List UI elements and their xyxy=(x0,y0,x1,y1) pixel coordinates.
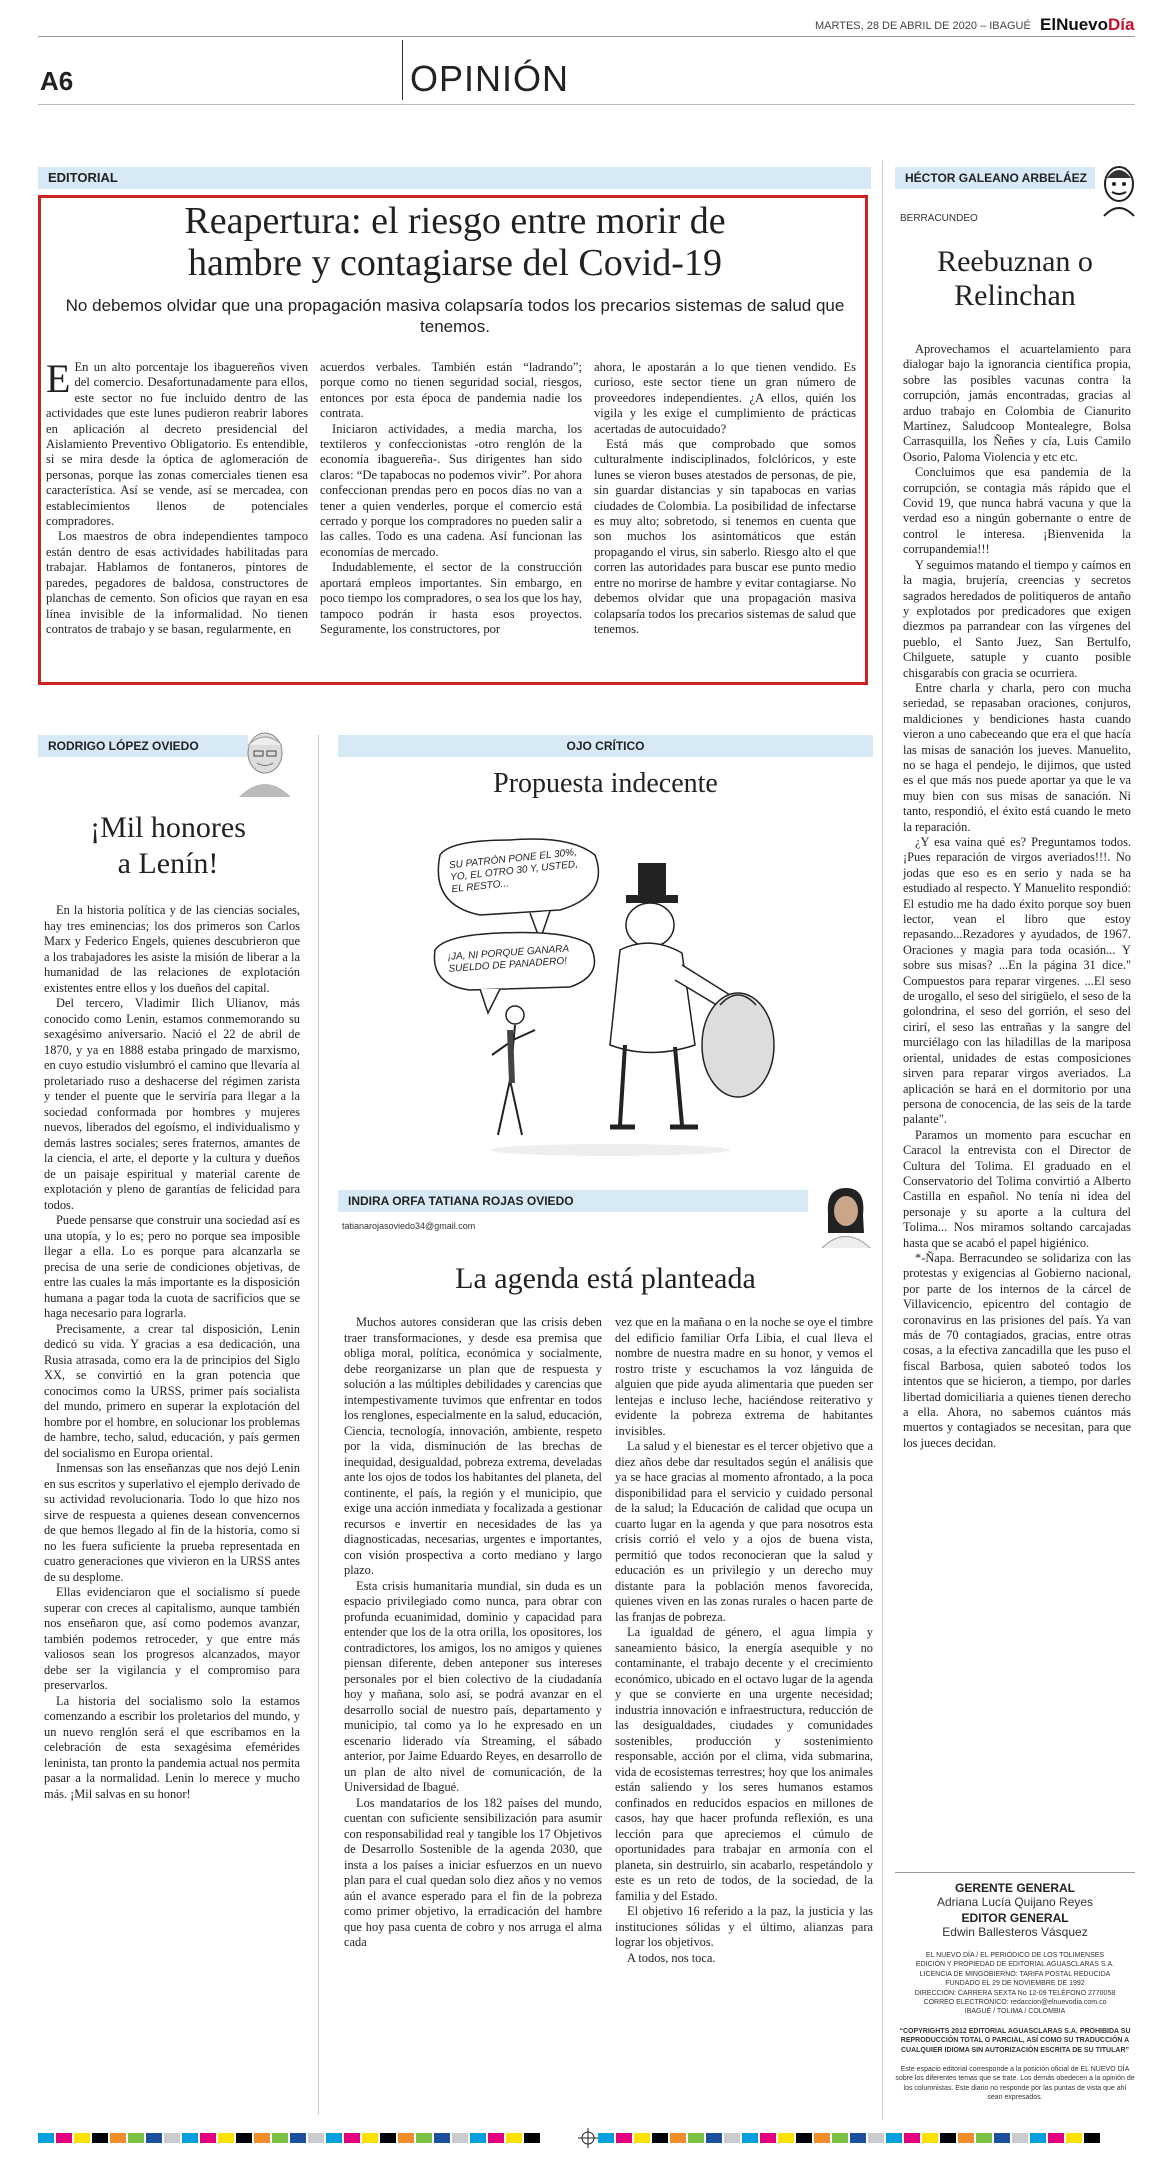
galeano-title-line2: Relinchan xyxy=(954,279,1076,312)
color-bar-segment xyxy=(598,2133,614,2143)
brand-el: El xyxy=(1040,15,1057,34)
header-rule xyxy=(38,36,1135,37)
color-bar-segment xyxy=(74,2133,90,2143)
rojas-portrait xyxy=(818,1183,873,1248)
rojas-col1-p1: Muchos autores consideran que las crisis deben traer transformaciones, y desde esa premisa que obliga moral, política, económica y socialmente, debe reorganizarse un plan que de respuesta y solución a las múltiples debilidades y carencias que intempestivamente tuvimos que enfrentar en todos los renglones, especialmente en la salud, educación, Ciencia, tecnología, innovación, ambiente, respeto por la vida, disminución de las brechas de inequidad, desigualdad, pobreza extrema, develadas ante los ojos de todos los habitantes del planeta, del continente, el país, la región y el municipio, que exige una acción inmediata y focalizada a gestionar recursos e invertir en necesidades de las ya diagnosticadas, necesarias, urgentes e importantes, con visión prospectiva a corto mediano y largo plazo. xyxy=(344,1315,602,1577)
color-bar-segment xyxy=(110,2133,126,2143)
color-bar-segment xyxy=(290,2133,306,2143)
color-bar-segment xyxy=(634,2133,650,2143)
masthead-disclaimer: Este espacio editorial corresponde a la posición oficial de EL NUEVO DÍA sobre los diferentes temas que se trate. Los demás obedecen a la opinión de los columnistas. Este diario no responde por las puntas de vista que ahí sean expresados. xyxy=(895,2066,1135,2102)
rojas-col2-p1: vez que en la mañana o en la noche se oye el timbre del edificio familiar Orfa Libia, el cual lleva el nombre de nuestra madre en su honor, y vemos el rostro triste y escuchamos la voz lánguida de alguien que pide ayuda alimentaria que pueden ser lentejas e incluso leche, haciéndose reiterativo y evidente la pobreza extrema de habitantes invisibles. xyxy=(615,1315,873,1438)
editorial-col1-p1: E En un alto porcentaje los ibaguereños viven del comercio. Desafortunadamente para ellos, este sector no fue incluido dentro de las actividades que este lunes pudieron reabrir labores en aplicación al decreto presidencial del Aislamiento Preventivo Obligatorio. Es entendible, si se mira desde la óptica de aglomeración de personas, porque las zonas comerciales tienen esa característica. Así se vende, así se mercadea, con establecimientos llenos de potenciales compradores. xyxy=(46,356,308,529)
left-column-separator xyxy=(318,735,319,2115)
ojo-title: Propuesta indecente xyxy=(493,768,718,799)
info-line: CORREO ELECTRÓNICO: redaccion@elnuevodia.com.co xyxy=(923,1999,1107,2007)
editorial-headline-line2: hambre y contagiarse del Covid-19 xyxy=(188,242,722,284)
lopez-p3: Puede pensarse que construir una sociedad así es una utopía, y lo es; pero no porque sea imposible llegar a ella. Lo es porque para alcanzarla se precisa de una serie de condiciones objetivas, de entre las cuales la más importante es la disposición humana a pagar toda la cuota de sacrificios que se haga necesario para lograrla. xyxy=(44,1213,300,1320)
lopez-p1: En la historia política y de las ciencias sociales, hay tres eminencias; los dos primeros son Carlos Marx y Federico Engels, quienes descubrieron que a los trabajadores les asiste la misión de liberar a la humanidad de las relaciones de explotación existentes entre ellos y los dueños del capital. xyxy=(44,903,300,995)
color-bar-segment xyxy=(670,2133,686,2143)
lopez-title xyxy=(38,810,298,882)
editorial-label: EDITORIAL xyxy=(38,167,871,189)
color-bar-segment xyxy=(470,2133,486,2143)
color-bar-segment xyxy=(146,2133,162,2143)
cartoon xyxy=(420,835,800,1165)
info-line: EDICIÓN Y PROPIEDAD DE EDITORIAL AGUASCLARAS S.A. xyxy=(915,1961,1115,1969)
color-bar-segment xyxy=(524,2133,540,2143)
lopez-portrait xyxy=(235,725,295,797)
color-bar-segment xyxy=(182,2133,198,2143)
color-bar-segment xyxy=(832,2133,848,2143)
galeano-title-line1: Reebuznan o xyxy=(937,245,1093,278)
color-bar-segment xyxy=(1030,2133,1046,2143)
color-bar-segment xyxy=(868,2133,884,2143)
color-bar-segment xyxy=(940,2133,956,2143)
color-bar-segment xyxy=(1066,2133,1082,2143)
editorial-headline-line1: Reapertura: el riesgo entre morir de xyxy=(184,200,726,242)
section-divider xyxy=(402,40,403,100)
color-bar-segment xyxy=(200,2133,216,2143)
color-bar-segment xyxy=(128,2133,144,2143)
color-bar-segment xyxy=(326,2133,342,2143)
lopez-p2: Del tercero, Vladimir Ilich Ulianov, más conocido como Lenin, estamos conmemorando su sexagésimo aniversario. Nació el 22 de abril de 1870, y ya en 1888 estaba pringado de marxismo, en cuyo estudio vislumbró el camino que llevaría al proletariado ruso a deshacerse del régimen zarista y tender el puente que le serviría para llegar a la sociedad conformada por hombres y mujeres nuevos, liberados del egoísmo, el individualismo y demás lastres sociales; seres fraternos, amantes de la ciencia, el arte, el deporte y la cultura y dueños de un paisaje espiritual y material carente de explotación y pleno de garantías de felicidad para todos. xyxy=(44,996,300,1212)
color-bar-segment xyxy=(452,2133,468,2143)
galeano-p6: Paramos un momento para escuchar en Caracol la entrevista con el Director de Cultura del Tolima. El graduado en el Conservatorio del Tolima convirtió a Alberto Castilla en español. No tenía ni idea del personaje y su aporte a la cultura del Tolima... Nos miramos soltando carcajadas hasta que se acabó el papel higiénico. xyxy=(903,1127,1131,1250)
color-bar-segment xyxy=(814,2133,830,2143)
galeano-p4: Entre charla y charla, pero con mucha seriedad, se repasaban oraciones, conjuros, maldiciones y bendiciones hasta cuando vieron a uno cabeceando que era el que hacía las misas de sanación los jueves. Manuelito, no se haga el pendejo, le dijimos, que usted es el que más nos puede aportar ya que le va muy bien con sus misas de sanación. Ni tanto, respondió, el éxito está cuando le meto la reparación. xyxy=(903,680,1131,834)
color-bar-segment xyxy=(92,2133,108,2143)
color-bar-segment xyxy=(488,2133,504,2143)
editorial-col2-p1: acuerdos verbales. También están “ladrando”; porque como no tienen seguridad social, riesgos, entonces por esta época de pandemia nadie los contrata. xyxy=(320,360,582,421)
color-bar-segment xyxy=(688,2133,704,2143)
info-line: FUNDADO EL 29 DE NOVIEMBRE DE 1992 xyxy=(945,1980,1085,1988)
rojas-col1 xyxy=(344,1315,602,1951)
lopez-p6: Ellas evidenciaron que el socialismo sí puede superar con creces al capitalismo, aunque también nos enseñaron que, así como podemos avanzar, también podemos retroceder, y que entre más valiosos sean los progresos alcanzados, mayor debe ser la vigilancia y el compromiso para preservarlos. xyxy=(44,1585,300,1692)
brand-dia: Día xyxy=(1108,15,1135,34)
color-bar-segment xyxy=(38,2133,54,2143)
editorial-col1-p2: Los maestros de obra independientes tampoco están dentro de esas actividades habilitadas para trabajar. Hablamos de fontaneros, pintores de paredes, pegadores de baldosa, constructores de planchas de cemento. Son oficios que rayan en esa línea invisible de la informalidad. No tienen contratos de trabajo y se basan, regularmente, en xyxy=(46,529,308,636)
editorial-col2-p3: Indudablemente, el sector de la construcción aportará empleos importantes. Sin embargo, en poco tiempo los compradores, o sea los que los hay, tampoco podrán ir hasta esos proyectos. Seguramente, los constructores, por xyxy=(320,560,582,636)
color-bar-segment xyxy=(236,2133,252,2143)
color-bar-segment xyxy=(362,2133,378,2143)
registration-mark-icon xyxy=(578,2128,598,2148)
editorial-headline xyxy=(60,200,850,284)
editorial-col3-p1: ahora, le apostarán a lo que tienen vendido. Es curioso, este sector tiene un gran número de proveedores independientes. ¿A ellos, quién los vigila y les exige el cumplimiento de prácticas acertadas de autocuidado? xyxy=(594,360,856,436)
info-line: DIRECCIÓN: CARRERA SEXTA No 12-09 TELÉFONO 2770058 xyxy=(914,1989,1116,1997)
editorial-col2-p2: Iniciaron actividades, a media marcha, los textileros y confeccionistas -otro renglón de la economía ibaguereña-. Sus dirigentes han sido claros: “De tapabocas no podemos vivir”. Por ahora confeccionan prendas pero en pocos días no van a tener a quien venderles, porque el comercio está cerrado y porque los compradores no pueden salir a las calles. Todo es una cadena. Así funcionan las economías de mercado. xyxy=(320,421,582,559)
rojas-col2 xyxy=(615,1315,873,1966)
masthead-copyright: “COPYRIGHTS 2012 EDITORIAL AGUASCLARAS S.A. PROHIBIDA SU REPRODUCCIÓN TOTAL O PARCIAL, ASÍ COMO SU TRADUCCIÓN A CUALQUIER IDIOMA SIN AUTORIZACIÓN ESCRITA DE SU TITULAR” xyxy=(899,2027,1131,2054)
color-bar-segment xyxy=(994,2133,1010,2143)
color-bar-segment xyxy=(1084,2133,1100,2143)
info-line: EL NUEVO DÍA / EL PERIÓDICO DE LOS TOLIMENSES xyxy=(925,1952,1105,1959)
editorial-col3-p2: Está más que comprobado que somos culturalmente indisciplinados, folclóricos, y este lunes se vieron buses atestados de personas, de pie, sin guardar distancias y sin tapabocas en varias ciudades de Colombia. La posibilidad de infectarse es muy alto; sobretodo, si tenemos en cuenta que son muchos los asintomáticos que están propagando el virus, sin saberlo. Riesgo alto el que corren las autoridades para buscar ese punto medio entre no morirse de hambre y evitar contagiarse. No debemos olvidar que una propagación masiva colapsaría todos los precarios sistemas de salud que tenemos. xyxy=(594,437,856,636)
galeano-column-name: BERRACUNDEO xyxy=(900,213,978,224)
rojas-email: tatianarojasoviedo34@gmail.com xyxy=(342,1221,476,1231)
section-title: OPINIÓN xyxy=(410,58,570,99)
galeano-author-label: HÉCTOR GALEANO ARBELÁEZ xyxy=(895,167,1095,189)
masthead-rule xyxy=(895,1872,1135,1873)
color-bar-segment xyxy=(434,2133,450,2143)
masthead-info xyxy=(895,1951,1135,2017)
galeano-p3: Y seguimos matando el tiempo y caímos en la magia, brujería, creencias y secretos sagrados heredados de politiqueros de antaño y explotados por predicadores que exigen diezmos pa parrandear con las vírgenes del pueblo, el Santo Juez, San Bertulfo, Chilguete, satuple y cuanto posible chisgarabís con gracia se ocurriera. xyxy=(903,557,1131,680)
info-line: IBAGUÉ / TOLIMA / COLOMBIA xyxy=(964,2008,1066,2016)
lopez-p5: Inmensas son las enseñanzas que nos dejó Lenin en sus escritos y superlativo el ejemplo derivado de su actividad revolucionaria. Todo lo que hizo nos sirve de respuesta a quienes desean convencernos de que hemos llegado al fin de la historia, como si no les fuera suficiente la prueba representada en cuatro generaciones que vivieron en la URSS antes de su desplome. xyxy=(44,1461,300,1584)
color-bar-segment xyxy=(1048,2133,1064,2143)
lopez-author-label: RODRIGO LÓPEZ OVIEDO xyxy=(38,735,248,757)
color-bar-segment xyxy=(616,2133,632,2143)
lopez-p7: La historia del socialismo solo la estamos comenzando a escribir los proletarios del mundo, y un nuevo renglón será el que escribamos en la celebración de esta sexagésima efemérides leninista, tan pronto la pandemia actual nos permita pasar a la normalidad. Lenin lo merece y mucho más. ¡Mil salvas en su honor! xyxy=(44,1693,300,1801)
header-rule-bottom xyxy=(38,104,1135,105)
brand-logo xyxy=(1040,15,1135,35)
galeano-p2: Concluimos que esa pandemia de la corrupción, se contagia más rápido que el Covid 19, que nunca habrá vacuna y que la verdad eso a ningún gobernante o entre de control le interesa. ¡Bienvenida la corrupandemia!!! xyxy=(903,465,1131,557)
rojas-col2-p4: El objetivo 16 referido a la paz, la justicia y las instituciones sólidas y el último, alianzas para lograr los objetivos. xyxy=(615,1904,873,1949)
color-bar-segment xyxy=(778,2133,794,2143)
color-bar-segment xyxy=(272,2133,288,2143)
color-bar-segment xyxy=(958,2133,974,2143)
editorial-col1-p1-text: En un alto porcentaje los ibaguereños viven del comercio. Desafortunadamente para ellos, este sector no fue incluido dentro de las actividades que este lunes pudieron reabrir labores en aplicación al decreto presidencial del Aislamiento Preventivo Obligatorio. Es entendible, si se mira desde la óptica de aglomeración de personas, porque las zonas comerciales tienen esa característica. Así se vende, así se mercadea, con establecimientos llenos de potenciales compradores. xyxy=(46,360,308,529)
editorial-col3 xyxy=(594,360,856,637)
lopez-body xyxy=(44,903,300,1802)
editor-name: Edwin Ballesteros Vásquez xyxy=(942,1925,1088,1939)
lopez-p4: Precisamente, a crear tal disposición, Lenin dedicó su vida. Y gracias a esa dedicación, una Rusia atrasada, como era la de principios del Siglo XX, se convirtió en la gran potencia que conocimos como la URSS, primer país socialista del mundo, primero en superar la explotación del hombre por el hombre, en solucionar los problemas de hambre, techo, salud, educación, y país germen del socialismo en Europa oriental. xyxy=(44,1321,300,1460)
rojas-title: La agenda está planteada xyxy=(455,1262,756,1295)
cartoon-bubble2: ¡JA, NI PORQUE GANARA SUELDO DE PANADERO! xyxy=(447,943,570,975)
header-dateline: MARTES, 28 DE ABRIL DE 2020 – IBAGUÉ xyxy=(815,20,1031,32)
color-bar-segment xyxy=(796,2133,812,2143)
color-bar-segment xyxy=(506,2133,522,2143)
color-bar-segment xyxy=(380,2133,396,2143)
rojas-col1-p2: Esta crisis humanitaria mundial, sin duda es un espacio privilegiado como nunca, para obrar con profunda ecuanimidad, dominio y capacidad para entender que los de la otra orilla, los opositores, los contradictores, los amigos, los no amigos y quienes piensan diferente, deben anteponer sus intereses personales por el bien colectivo de la ciudadanía hoy y mañana, solo así, se podrá avanzar en el desarrollo social de nuestro país, departamento y municipio, tal como ya lo he expresado en un escenario liderado vía Streaming, el sábado anterior, por Jaime Eduardo Reyes, en desarrollo de un plan de alto nivel de comunicación, de la Universidad de Ibagué. xyxy=(344,1578,602,1794)
page-number: A6 xyxy=(40,66,74,96)
masthead xyxy=(895,1872,1135,2103)
rojas-author-label: INDIRA ORFA TATIANA ROJAS OVIEDO xyxy=(338,1190,808,1212)
galeano-title xyxy=(895,245,1135,313)
rojas-col1-p3: Los mandatarios de los 182 países del mundo, cuentan con suficiente sensibilización para asumir con responsabilidad real y tangible los 17 Objetivos de Desarrollo Sostenible de la agenda 2030, que insta a los países a iniciar esfuerzos en un nuevo plan para el cual quedan solo diez años y no vemos aún el avance esperado para el fin de la pobreza como primer objetivo, la erradicación del hambre que hoy pasa cuenta de cobro y nos arruga el alma cada xyxy=(344,1795,602,1949)
color-bar-segment xyxy=(652,2133,668,2143)
color-bar-segment xyxy=(886,2133,902,2143)
brand-nuevo: Nuevo xyxy=(1056,15,1109,34)
color-bar-segment xyxy=(976,2133,992,2143)
right-column-separator xyxy=(882,160,883,2120)
color-bar-segment xyxy=(706,2133,722,2143)
gerente-name: Adriana Lucía Quijano Reyes xyxy=(936,1895,1094,1909)
color-bar-segment xyxy=(164,2133,180,2143)
rojas-col2-p5: A todos, nos toca. xyxy=(627,1950,716,1965)
color-bar-segment xyxy=(742,2133,758,2143)
color-bar-segment xyxy=(56,2133,72,2143)
galeano-portrait xyxy=(1098,160,1140,218)
galeano-p5: ¿Y esa vaina qué es? Preguntamos todos. ¡Pues reparación de virgos averiados!!!. No jodas que eso es en serio y nada se ha estudiado al respecto. Y Manuelito respondió: El estudio me ha dado éxito porque soy buen lector, vean el libro que estoy repasando...Rezadores y ayudados, de 1967. Oraciones y magia para toda ocasión... Y sobre sus misas? ...En la página 31 dice." Compuestos para reparar virgenes. ...El seso de urogallo, el seso del sirigüelo, el seso de la golondrina, el seso del gorrión, el seso del cirirí, el seso las entrañas y la sangre del murciélago con las hiladillas de la mariposa oriental, unidades de estas composiciones sirven para reparar virgos averiados. La aplicación se hará en el dormitorio por una persona de conocencia, de las seis de la tarde palante". xyxy=(903,835,1131,1127)
galeano-body xyxy=(903,342,1131,1451)
color-bar-segment xyxy=(254,2133,270,2143)
color-bar-segment xyxy=(344,2133,360,2143)
galeano-p7: *-Ñapa. Berracundeo se solidariza con las protestas y exigencias al Gobierno nacional, por parte de los internos de la cárcel de Villavicencio, epicentro del contagio de coronavirus en las prisiones del país. Ya van más de 70 contagiados, gracias, entre otras cosas, a la efectiva zancadilla que les puso el fiscal Barbosa, quien saboteó todos los intentos que se hicieron, a tiempo, por darles libertad domiciliaria a quienes tienen derecho a ella. Ahora, no sabemos cuántos más muertos y contagiados se necesitan, para que los jueces decidan. xyxy=(903,1250,1131,1450)
color-bar-segment xyxy=(308,2133,324,2143)
info-line: LICENCIA DE MINGOBIERNO: TARIFA POSTAL REDUCIDA xyxy=(919,1970,1111,1978)
rojas-col2-p3: La igualdad de género, el agua limpia y saneamiento básico, la energía asequible y no contaminante, el trabajo decente y el crecimiento económico, ubicado en el octavo lugar de la agenda y que se convierte en una urgente necesidad; industria innovación e infraestructura, reducción de las desigualdades, ciudades y comunidades sostenibles, producción y sostenimiento responsable, acción por el clima, vida submarina, vida de ecosistemas terrestres; hoy que los animales están saliendo y los seres humanos estamos confinados en reducidos espacios en millones de casos, hay que hacer profunda reflexión, es una lección para que apreciemos el cúmulo de oportunidades para trabajar en armonía con el planeta, sin destruirlo, sin acabarlo, respetándolo y este es un reto de todos, de la sociedad, de la familia y del Estado. xyxy=(615,1625,873,1903)
color-bar-segment xyxy=(724,2133,740,2143)
color-bar-segment xyxy=(760,2133,776,2143)
editorial-subheadline: No debemos olvidar que una propagación masiva colapsaría todos los precarios sistemas de salud que tenemos. xyxy=(65,296,845,336)
color-bar-segment xyxy=(1012,2133,1028,2143)
editorial-col2 xyxy=(320,360,582,637)
galeano-p1: Aprovechamos el acuartelamiento para dialogar bajo la ignorancia científica propia, sobre las posibles vacunas contra la corrupción, jamás encontradas, gracias al arduo trabajo en Colombia de Cianurito Martínez, Saludcoop Montealegre, Bolsa Carrasquilla, los Ñeñes y cía, Luis Camilo Osorio, Paloma Violencia y etc etc. xyxy=(903,342,1131,464)
ojo-label: OJO CRÍTICO xyxy=(338,735,873,757)
lopez-title-line2: a Lenín! xyxy=(117,847,219,880)
editor-label: EDITOR GENERAL xyxy=(961,1911,1069,1925)
editorial-col1 xyxy=(46,356,308,637)
lopez-title-line1: ¡Mil honores xyxy=(90,811,246,844)
color-bar-segment xyxy=(850,2133,866,2143)
color-bar-segment xyxy=(416,2133,432,2143)
color-bar-segment xyxy=(398,2133,414,2143)
color-bar-segment xyxy=(218,2133,234,2143)
rojas-col2-p2: La salud y el bienestar es el tercer objetivo que a diez años debe dar resultados según el análisis que ya se hace gracias al momento afrontado, a la poca disponibilidad para el servicio y cuidado personal de la salud; la Educación de calidad que ocupa un cuarto lugar en la agenda y que para nosotros esta crisis corrió el velo y a ojos de buena vista, permitió que todos reconocieran que la salud y educación es un privilegio y un derecho muy distante para la población menos favorecida, quienes viven en las zonas rurales o hacen parte de las franjas de pobreza. xyxy=(615,1439,873,1624)
color-bar-segment xyxy=(904,2133,920,2143)
cartoon-bubble1: SU PATRÓN PONE EL 30%, YO, EL OTRO 30 Y, USTED, EL RESTO... xyxy=(448,846,579,896)
gerente-label: GERENTE GENERAL xyxy=(954,1881,1075,1895)
color-bar-segment xyxy=(922,2133,938,2143)
